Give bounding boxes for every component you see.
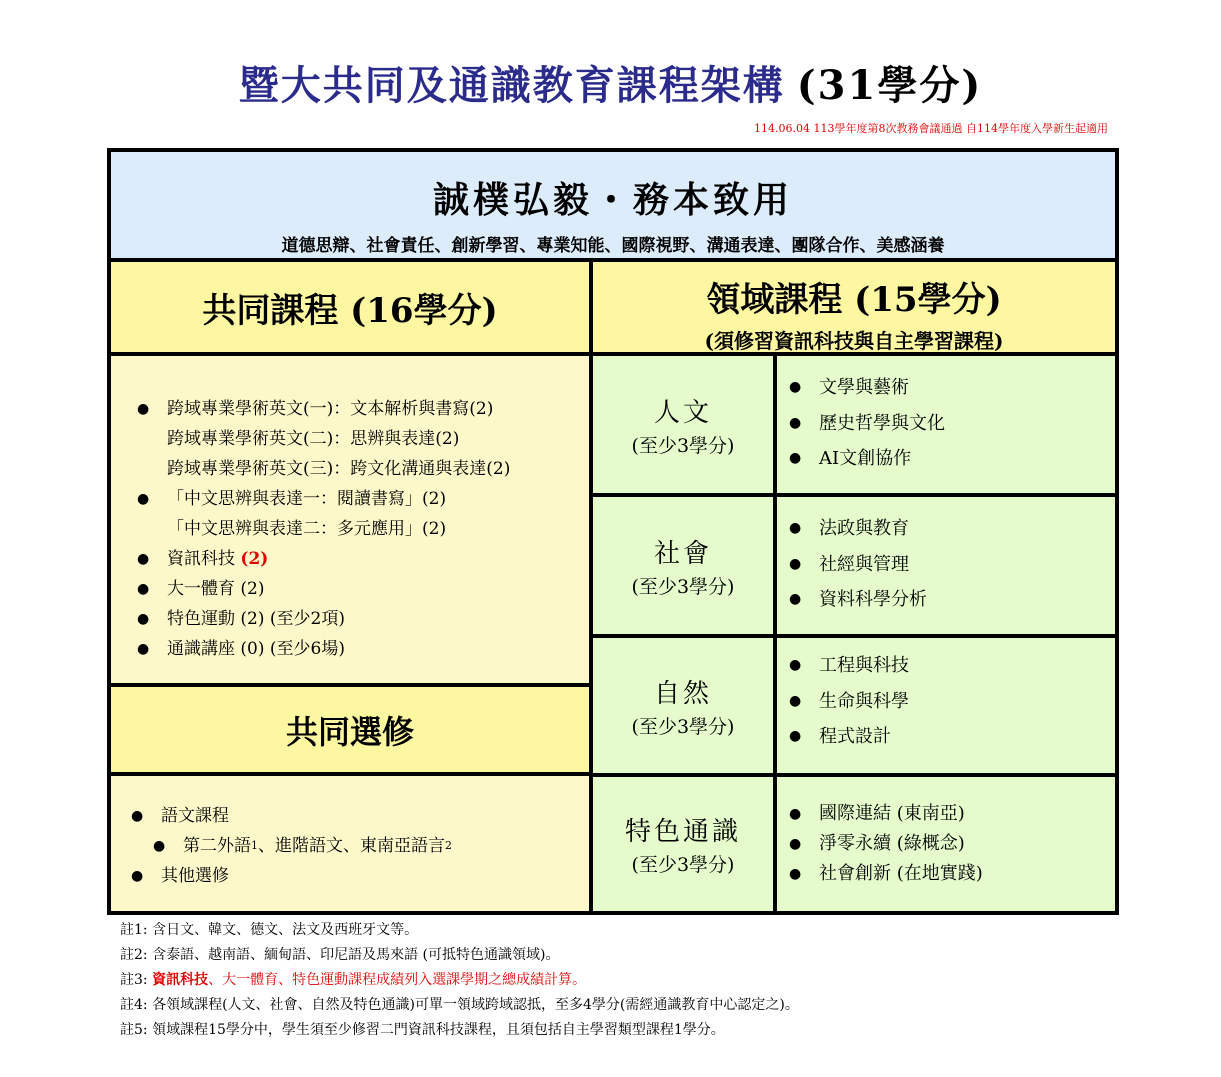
list-item: ● 語文課程 (131, 801, 589, 831)
bullet-icon: ● (789, 414, 802, 431)
list-item: ● 第二外語 1 、進階語文、東南亞語言 2 (131, 831, 589, 861)
domain-humanities: 人文 (至少3學分) (593, 356, 773, 493)
list-item: ● 工程與科技 (789, 648, 1115, 684)
bullet-icon: ● (789, 520, 802, 536)
list-item: ● AI文創協作 (789, 441, 1115, 477)
domain-courses-header (593, 262, 1115, 352)
list-item: ● 跨域專業學術英文(一)：文本解析與書寫(2) (137, 394, 589, 424)
list-item: ● 其他選修 (131, 861, 589, 891)
domain-social-list (777, 497, 1115, 634)
bullet-icon: ● (153, 838, 166, 854)
bullet-icon: ● (789, 657, 802, 673)
footnote-5: 註5: 領域課程15學分中，學生須至少修習二門資訊科技課程，且須包括自主學習類型課程1學分。 (120, 1022, 725, 1038)
domain-nature: 自然 (至少3學分) (593, 638, 773, 773)
motto-subtitle: 道德思辯、社會責任、創新學習、專業知能、國際視野、溝通表達、團隊合作、美感涵養 (281, 236, 945, 256)
domain-special-list (777, 777, 1115, 911)
list-item: ● 大一體育 (2) (137, 574, 589, 604)
bullet-icon: ● (137, 551, 150, 567)
domain-header-title: 領域課程 (15學分) (706, 280, 1002, 320)
list-item: 跨域專業學術英文(三)：跨文化溝通與表達(2) (167, 459, 511, 479)
footnote-2: 註2: 含泰語、越南語、緬甸語、印尼語及馬來語 (可抵特色通識領域)。 (120, 947, 560, 963)
page-title (0, 54, 1221, 111)
list-item: ● 資料科學分析 (789, 582, 1115, 618)
bullet-icon: ● (789, 836, 802, 852)
bullet-icon: ● (789, 555, 802, 572)
bullet-icon: ● (789, 692, 802, 709)
elective-list (111, 776, 589, 911)
domain-humanities-list (777, 356, 1115, 493)
list-item: ● 國際連結 (東南亞) (789, 799, 1115, 829)
list-item: ● 淨零永續 (綠概念) (789, 829, 1115, 859)
bullet-icon: ● (789, 591, 802, 607)
list-item: ● 通識講座 (0) (至少6場) (137, 634, 589, 664)
bullet-icon: ● (789, 866, 802, 882)
bullet-icon: ● (789, 728, 802, 744)
list-item: ● 特色運動 (2) (至少2項) (137, 604, 589, 634)
it-credit: (2) (240, 549, 269, 569)
list-item: ● 生命與科學 (789, 684, 1115, 720)
bullet-icon: ● (789, 806, 802, 822)
motto-title: 誠樸弘毅・務本致用 (432, 179, 793, 221)
domain-special: 特色通識 (至少3學分) (593, 777, 773, 911)
page-title-credits: (31學分) (796, 62, 983, 109)
list-item: ● 資訊科技 (2) (137, 544, 589, 574)
bullet-icon: ● (137, 641, 150, 657)
bullet-icon: ● (137, 581, 150, 597)
bullet-icon: ● (131, 808, 144, 824)
bullet-icon: ● (137, 401, 150, 417)
page-title-text: 暨大共同及通識教育課程架構 (238, 62, 785, 109)
footnote-3: 註3: 資訊科技、大一體育、特色運動課程成績列入選課學期之總成績計算。 (120, 972, 587, 988)
list-item: ● 歷史哲學與文化 (789, 406, 1115, 442)
bullet-icon: ● (789, 379, 802, 395)
domain-nature-list (777, 638, 1115, 773)
list-item: ● 文學與藝術 (789, 370, 1115, 406)
footnotes (120, 918, 799, 1043)
list-item: ● 程式設計 (789, 719, 1115, 755)
motto-cell (111, 152, 1115, 258)
list-item: 跨域專業學術英文(二)：思辨與表達(2) (167, 429, 460, 449)
common-courses-header: 共同課程 (16學分) (111, 262, 589, 352)
curriculum-table (107, 148, 1119, 915)
list-item: ● 法政與教育 (789, 511, 1115, 547)
approval-note: 114.06.04 113學年度第8次教務會議通過 自114學年度入學新生起適用 (754, 122, 1108, 135)
common-elective-header: 共同選修 (111, 687, 589, 772)
list-item: ● 「中文思辨與表達一：閱讀書寫」(2) (137, 484, 589, 514)
domain-header-subtitle: (須修習資訊科技與自主學習課程) (704, 329, 1004, 353)
list-item: 「中文思辨與表達二：多元應用」(2) (167, 519, 447, 539)
footnote-1: 註1: 含日文、韓文、德文、法文及西班牙文等。 (120, 922, 419, 938)
bullet-icon: ● (789, 450, 802, 466)
domain-social: 社會 (至少3學分) (593, 497, 773, 634)
list-item: ● 社經與管理 (789, 547, 1115, 583)
bullet-icon: ● (137, 491, 150, 507)
bullet-icon: ● (131, 868, 144, 884)
common-course-list (111, 356, 589, 683)
bullet-icon: ● (137, 611, 150, 627)
list-item: ● 社會創新 (在地實踐) (789, 859, 1115, 889)
footnote-4: 註4: 各領域課程(人文、社會、自然及特色通識)可單一領域跨域認抵，至多4學分(需經通識教育中心認定之)。 (120, 997, 799, 1013)
